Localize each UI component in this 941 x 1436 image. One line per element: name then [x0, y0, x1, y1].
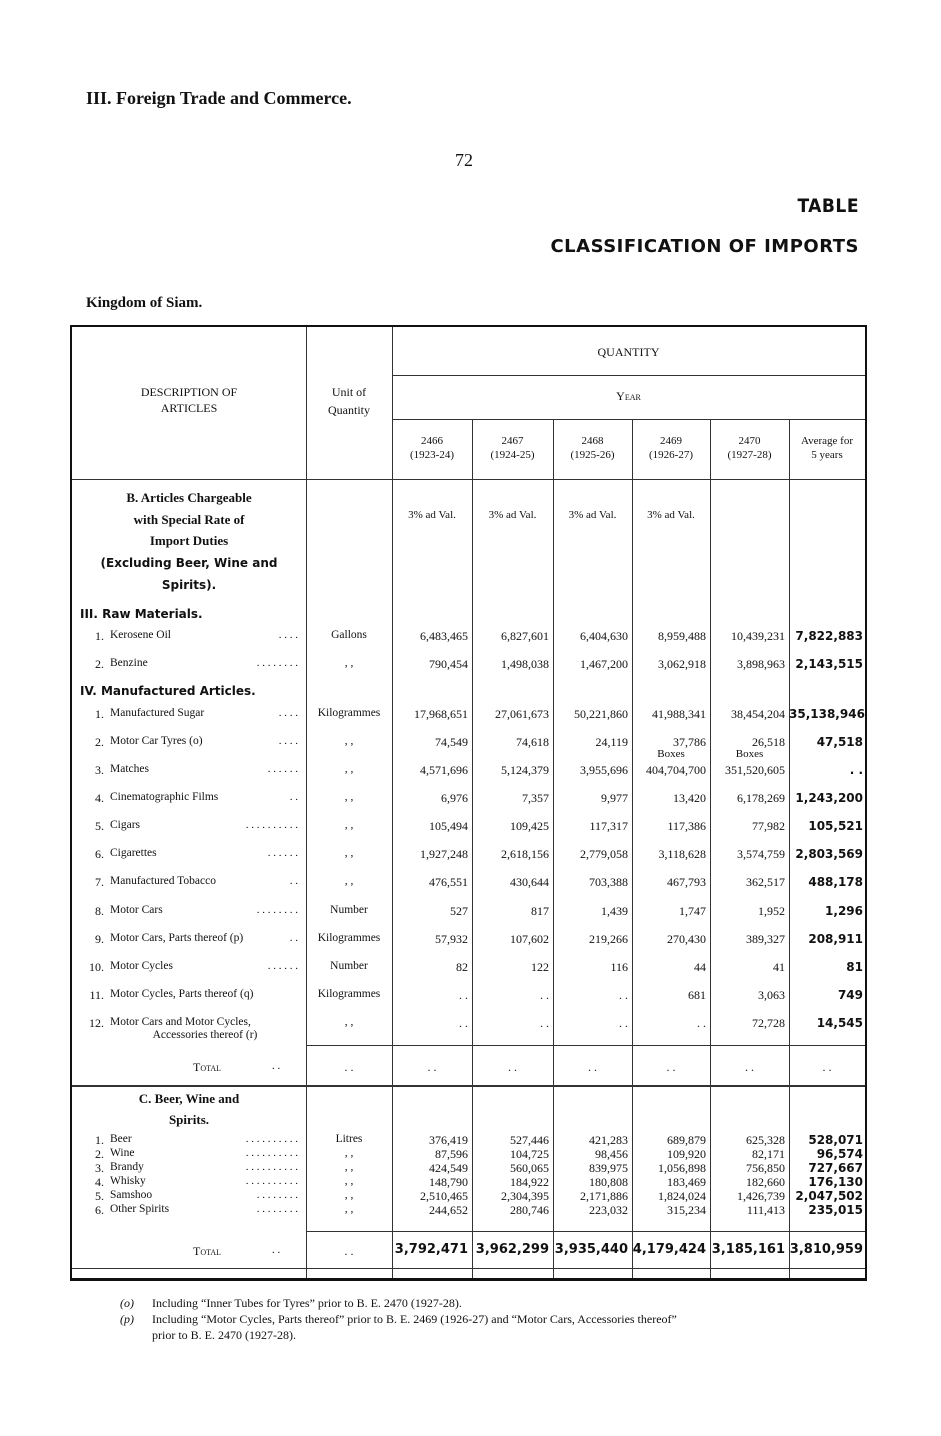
total-cell: . . — [344, 1060, 354, 1074]
year-column-header: 2470 — [738, 435, 761, 447]
article-name: Samshoo — [110, 1189, 153, 1201]
row-number: 10. — [89, 960, 104, 974]
average-cell: 2,143,515 — [795, 657, 863, 671]
value-cell: 24,119 — [595, 735, 628, 749]
quantity-header: QUANTITY — [597, 345, 660, 359]
value-cell: 6,483,465 — [420, 629, 468, 643]
section-c-heading: C. Beer, Wine and — [138, 1091, 240, 1106]
section-b-heading: Import Duties — [149, 533, 229, 548]
value-cell: 72,728 — [752, 1016, 785, 1030]
value-cell: . . — [619, 988, 628, 1002]
value-cell: 57,932 — [435, 932, 468, 946]
value-cell: 41,988,341 — [652, 707, 706, 721]
year-column-header: (1925-26) — [570, 449, 615, 461]
value-cell: 790,454 — [429, 657, 468, 671]
value-cell: 1,747 — [679, 904, 706, 918]
average-cell: 47,518 — [816, 735, 863, 749]
average-cell: 176,130 — [808, 1175, 863, 1189]
average-cell: 14,545 — [816, 1016, 863, 1030]
value-cell: 10,439,231 — [731, 629, 785, 643]
value-cell: 2,618,156 — [501, 847, 549, 861]
total-cell: 3,810,959 — [789, 1242, 863, 1257]
value-cell: 17,968,651 — [414, 707, 468, 721]
row-number: 3. — [95, 763, 104, 777]
unit-cell: Kilogrammes — [317, 932, 381, 944]
footnote-mark: (o) — [120, 1296, 134, 1310]
average-cell: . . — [849, 763, 863, 777]
total-cell: . . — [822, 1060, 832, 1074]
leader-dots: . . — [289, 875, 298, 887]
unit-cell: , , — [344, 735, 354, 747]
footnote-text: prior to B. E. 2470 (1927-28). — [152, 1328, 296, 1342]
leader-dots: . . — [289, 791, 298, 803]
rate-cell: 3% ad Val. — [647, 509, 695, 521]
value-cell: 98,456 — [595, 1147, 628, 1161]
value-cell: 3,898,963 — [737, 657, 785, 671]
unit-cell: Number — [330, 960, 368, 972]
footnote-mark: (p) — [120, 1312, 134, 1326]
value-cell: 50,221,860 — [574, 707, 628, 721]
row-rule — [392, 375, 865, 376]
row-number: 4. — [95, 1175, 104, 1189]
article-name: Brandy — [110, 1161, 144, 1173]
article-name: Manufactured Tobacco — [110, 875, 216, 887]
leader-dots: . . — [272, 1060, 281, 1072]
value-cell: 1,824,024 — [658, 1189, 706, 1203]
unit-cell: , , — [344, 763, 354, 775]
leader-dots: . . — [289, 932, 298, 944]
year-column-header: 2467 — [501, 435, 524, 447]
average-cell: 35,138,946 — [789, 707, 865, 721]
value-cell: 2,171,886 — [580, 1189, 628, 1203]
average-cell: 1,296 — [825, 904, 863, 918]
value-cell: 3,955,696 — [580, 763, 628, 777]
value-cell: 116 — [610, 960, 628, 974]
value-cell: 421,283 — [589, 1133, 628, 1147]
article-name: Motor Cars, Parts thereof (p) — [110, 932, 244, 944]
row-number: 2. — [95, 735, 104, 749]
value-cell: 82,171 — [752, 1147, 785, 1161]
value-cell: 26,518 — [752, 735, 785, 749]
footnote-text: Including “Motor Cycles, Parts thereof” prior to B. E. 2469 (1926-27) and “Motor Cars, Accessories thereof” — [152, 1312, 677, 1326]
row-rule — [306, 1231, 865, 1232]
total-cell: . . — [745, 1060, 754, 1074]
unit-cell: Kilogrammes — [317, 988, 381, 1000]
row-number: 11. — [89, 988, 104, 1002]
article-name: Motor Car Tyres (o) — [110, 735, 203, 747]
row-number: 2. — [95, 1147, 104, 1161]
rate-cell: 3% ad Val. — [568, 509, 617, 521]
value-cell: 6,827,601 — [501, 629, 549, 643]
value-cell: 82 — [456, 960, 468, 974]
year-header: Year — [616, 389, 641, 403]
article-name: Manufactured Sugar — [110, 707, 205, 719]
unit-cell: , , — [344, 875, 354, 887]
section-b-heading: Spirits). — [161, 578, 217, 592]
year-column-header: (1927-28) — [727, 449, 772, 461]
average-cell: 488,178 — [808, 875, 863, 889]
article-name: Matches — [110, 763, 149, 775]
average-cell: 96,574 — [816, 1147, 863, 1161]
total-cell: . . — [427, 1060, 437, 1074]
row-number: 6. — [95, 847, 104, 861]
article-name: Cigars — [110, 819, 141, 831]
value-cell: 424,549 — [429, 1161, 468, 1175]
total-cell: . . — [508, 1060, 517, 1074]
total-cell: 3,185,161 — [711, 1242, 785, 1257]
value-cell: . . — [540, 988, 549, 1002]
value-cell: 3,062,918 — [658, 657, 706, 671]
value-cell: . . — [459, 1016, 468, 1030]
value-cell: 1,498,038 — [501, 657, 549, 671]
unit-cell: Number — [330, 904, 368, 916]
value-cell: 183,469 — [667, 1175, 706, 1189]
average-header: Average for — [800, 435, 853, 447]
row-number: 3. — [95, 1161, 104, 1175]
row-number: 1. — [95, 629, 104, 643]
section-c-heading: Spirits. — [168, 1112, 210, 1127]
total-cell: 3,935,440 — [554, 1242, 628, 1257]
value-cell: 182,660 — [746, 1175, 785, 1189]
article-name: Motor Cycles — [110, 960, 173, 972]
manufactured-heading: IV. Manufactured Articles. — [80, 684, 256, 698]
value-cell: 6,976 — [441, 791, 468, 805]
footnote-p — [120, 1311, 677, 1327]
value-cell: 148,790 — [429, 1175, 468, 1189]
value-cell: 38,454,204 — [731, 707, 785, 721]
article-name-continued: Accessories thereof (r) — [152, 1029, 258, 1041]
average-cell: 105,521 — [808, 819, 863, 833]
section-b-heading: B. Articles Chargeable — [126, 490, 252, 505]
rate-cell: 3% ad Val. — [408, 509, 456, 521]
row-rule — [392, 419, 865, 420]
value-cell: 117,317 — [589, 819, 628, 833]
row-rule — [72, 1085, 865, 1087]
value-cell: 3,574,759 — [737, 847, 785, 861]
leader-dots: . . . . . . — [267, 960, 298, 972]
description-header: DESCRIPTION OF — [140, 385, 238, 399]
value-cell: 41 — [773, 960, 785, 974]
average-cell: 7,822,883 — [795, 629, 863, 643]
value-cell: 389,327 — [746, 932, 785, 946]
value-cell: 105,494 — [429, 819, 468, 833]
year-column-header: (1924-25) — [490, 449, 535, 461]
value-cell: 6,178,269 — [737, 791, 785, 805]
value-cell: 3,063 — [758, 988, 785, 1002]
row-number: 1. — [95, 1133, 104, 1147]
value-cell: 111,413 — [746, 1203, 785, 1217]
leader-dots: . . . . . . . . — [256, 657, 298, 669]
leader-dots: . . . . . . . . — [256, 1189, 298, 1201]
value-cell: 5,124,379 — [501, 763, 549, 777]
unit-cell: , , — [344, 1175, 354, 1187]
value-cell: . . — [697, 1016, 706, 1030]
unit-header: Quantity — [328, 403, 370, 417]
row-rule — [306, 1045, 865, 1046]
value-cell: 467,793 — [667, 875, 706, 889]
value-cell: 6,404,630 — [580, 629, 628, 643]
value-cell: 13,420 — [673, 791, 706, 805]
value-cell: 74,618 — [516, 735, 549, 749]
value-cell: 27,061,673 — [495, 707, 549, 721]
value-cell: 87,596 — [435, 1147, 468, 1161]
value-cell: 527,446 — [510, 1133, 549, 1147]
value-cell: 1,439 — [601, 904, 628, 918]
year-column-header: (1926-27) — [649, 449, 693, 461]
row-number: 5. — [95, 819, 104, 833]
value-cell: 3,118,628 — [658, 847, 706, 861]
value-cell: 1,426,739 — [737, 1189, 785, 1203]
value-cell: . . — [619, 1016, 628, 1030]
unit-cell: , , — [344, 791, 354, 803]
average-cell: 2,047,502 — [795, 1189, 863, 1203]
value-cell: 527 — [450, 904, 468, 918]
value-cell: 404,704,700 — [646, 763, 706, 777]
value-cell: 2,510,465 — [420, 1189, 468, 1203]
article-name: Wine — [110, 1147, 135, 1159]
value-cell: 109,920 — [667, 1147, 706, 1161]
value-cell: 180,808 — [589, 1175, 628, 1189]
rate-cell: 3% ad Val. — [488, 509, 537, 521]
unit-cell: , , — [344, 819, 354, 831]
value-cell: 4,571,696 — [420, 763, 468, 777]
leader-dots: . . . . . . — [267, 763, 298, 775]
leader-dots: . . . . . . . . . . — [245, 1133, 298, 1145]
value-cell: 839,975 — [589, 1161, 628, 1175]
footnotes — [120, 1295, 677, 1343]
value-cell: 681 — [688, 988, 706, 1002]
value-cell: 315,234 — [667, 1203, 706, 1217]
value-cell: . . — [459, 988, 468, 1002]
leader-dots: . . . . . . . . . . — [245, 1147, 298, 1159]
leader-dots: . . . . — [278, 629, 298, 641]
row-rule — [72, 1268, 865, 1269]
year-column-header: 2468 — [581, 435, 604, 447]
value-cell: 244,652 — [429, 1203, 468, 1217]
value-cell: 280,746 — [510, 1203, 549, 1217]
unit-sub-label: Boxes — [657, 748, 685, 760]
year-column-header: (1923-24) — [410, 449, 454, 461]
section-b-heading: with Special Rate of — [133, 512, 245, 527]
value-cell: 2,779,058 — [580, 847, 628, 861]
unit-cell: Litres — [335, 1133, 363, 1145]
raw-materials-heading: III. Raw Materials. — [80, 607, 203, 621]
article-name: Kerosene Oil — [110, 629, 171, 641]
leader-dots: . . . . . . . . — [256, 1203, 298, 1215]
unit-header: Unit of — [331, 385, 367, 399]
value-cell: 117,386 — [667, 819, 706, 833]
article-name: Other Spirits — [110, 1203, 170, 1215]
kingdom-label: Kingdom of Siam. — [86, 295, 203, 311]
value-cell: 689,879 — [667, 1133, 706, 1147]
value-cell: 376,419 — [429, 1133, 468, 1147]
total-cell: 4,179,424 — [632, 1242, 706, 1257]
article-name: Cinematographic Films — [110, 791, 219, 803]
row-number: 8. — [95, 904, 104, 918]
value-cell: 703,388 — [589, 875, 628, 889]
total-label: Total — [192, 1060, 222, 1074]
footnote-o — [120, 1295, 677, 1311]
value-cell: 270,430 — [667, 932, 706, 946]
unit-cell: Gallons — [331, 629, 367, 641]
value-cell: . . — [540, 1016, 549, 1030]
value-cell: 44 — [694, 960, 706, 974]
value-cell: 184,922 — [510, 1175, 549, 1189]
article-name: Whisky — [110, 1175, 146, 1187]
row-rule — [72, 479, 865, 480]
footnote-p-continued — [120, 1327, 677, 1343]
value-cell: 817 — [531, 904, 549, 918]
unit-cell: , , — [344, 1147, 354, 1159]
leader-dots: . . . . — [278, 735, 298, 747]
article-name: Motor Cycles, Parts thereof (q) — [110, 988, 254, 1000]
page-number: 72 — [455, 150, 473, 170]
article-name: Beer — [110, 1133, 132, 1145]
value-cell: 362,517 — [746, 875, 785, 889]
value-cell: 351,520,605 — [725, 763, 785, 777]
value-cell: 1,056,898 — [658, 1161, 706, 1175]
row-number: 1. — [95, 707, 104, 721]
value-cell: 2,304,395 — [501, 1189, 549, 1203]
value-cell: 9,977 — [601, 791, 628, 805]
year-column-header: 2469 — [660, 435, 682, 447]
row-number: 7. — [95, 875, 104, 889]
section-title: III. Foreign Trade and Commerce. — [86, 88, 352, 108]
unit-cell: Kilogrammes — [317, 707, 381, 719]
article-name: Motor Cars and Motor Cycles, — [110, 1016, 251, 1028]
average-cell: 235,015 — [808, 1203, 863, 1217]
value-cell: 107,602 — [510, 932, 549, 946]
unit-cell: , , — [344, 1189, 354, 1201]
unit-cell: , , — [344, 657, 354, 669]
value-cell: 476,551 — [429, 875, 468, 889]
row-number: 6. — [95, 1203, 104, 1217]
average-cell: 1,243,200 — [795, 791, 863, 805]
article-name: Cigarettes — [110, 847, 157, 859]
value-cell: 74,549 — [435, 735, 468, 749]
unit-cell: , , — [344, 847, 354, 859]
section-b-heading: (Excluding Beer, Wine and — [100, 556, 278, 570]
row-number: 2. — [95, 657, 104, 671]
total-cell: . . — [344, 1244, 354, 1258]
unit-cell: , , — [344, 1161, 354, 1173]
average-cell: 528,071 — [808, 1133, 863, 1147]
total-cell: . . — [666, 1060, 676, 1074]
value-cell: 37,786 — [673, 735, 706, 749]
value-cell: 109,425 — [510, 819, 549, 833]
row-number: 9. — [95, 932, 104, 946]
description-header: ARTICLES — [160, 401, 218, 415]
average-header: 5 years — [811, 449, 843, 461]
year-column-header: 2466 — [421, 435, 443, 447]
unit-cell: , , — [344, 1016, 354, 1028]
average-cell: 208,911 — [808, 932, 863, 946]
average-cell: 2,803,569 — [795, 847, 863, 861]
value-cell: 223,032 — [589, 1203, 628, 1217]
imports-table — [70, 325, 867, 1281]
value-cell: 625,328 — [746, 1133, 785, 1147]
leader-dots: . . . . . . . . — [256, 904, 298, 916]
leader-dots: . . . . — [278, 707, 298, 719]
row-number: 4. — [95, 791, 104, 805]
value-cell: 219,266 — [589, 932, 628, 946]
footnote-text: Including “Inner Tubes for Tyres” prior to B. E. 2470 (1927-28). — [152, 1296, 462, 1310]
unit-sub-label: Boxes — [735, 748, 764, 760]
row-number: 5. — [95, 1189, 104, 1203]
row-number: 12. — [89, 1016, 104, 1030]
article-name: Benzine — [110, 657, 148, 669]
total-cell: 3,962,299 — [475, 1242, 549, 1257]
article-name: Motor Cars — [110, 904, 163, 916]
leader-dots: . . . . . . . . . . — [245, 1161, 298, 1173]
total-cell: 3,792,471 — [394, 1242, 468, 1257]
leader-dots: . . — [272, 1244, 281, 1256]
average-cell: 727,667 — [808, 1161, 863, 1175]
leader-dots: . . . . . . — [267, 847, 298, 859]
leader-dots: . . . . . . . . . . — [245, 1175, 298, 1187]
leader-dots: . . . . . . . . . . — [245, 819, 298, 831]
value-cell: 77,982 — [752, 819, 785, 833]
average-cell: 749 — [837, 988, 863, 1002]
value-cell: 7,357 — [522, 791, 549, 805]
value-cell: 122 — [531, 960, 549, 974]
average-cell: 81 — [846, 960, 863, 974]
value-cell: 104,725 — [510, 1147, 549, 1161]
value-cell: 756,850 — [746, 1161, 785, 1175]
unit-cell: , , — [344, 1203, 354, 1215]
table-label: TABLE — [797, 195, 859, 217]
value-cell: 1,952 — [758, 904, 785, 918]
value-cell: 8,959,488 — [658, 629, 706, 643]
total-cell: . . — [588, 1060, 597, 1074]
value-cell: 1,927,248 — [420, 847, 468, 861]
classification-title: CLASSIFICATION OF IMPORTS — [550, 236, 859, 257]
total-label: Total — [192, 1244, 222, 1258]
value-cell: 560,065 — [510, 1161, 549, 1175]
value-cell: 430,644 — [510, 875, 549, 889]
value-cell: 1,467,200 — [580, 657, 628, 671]
